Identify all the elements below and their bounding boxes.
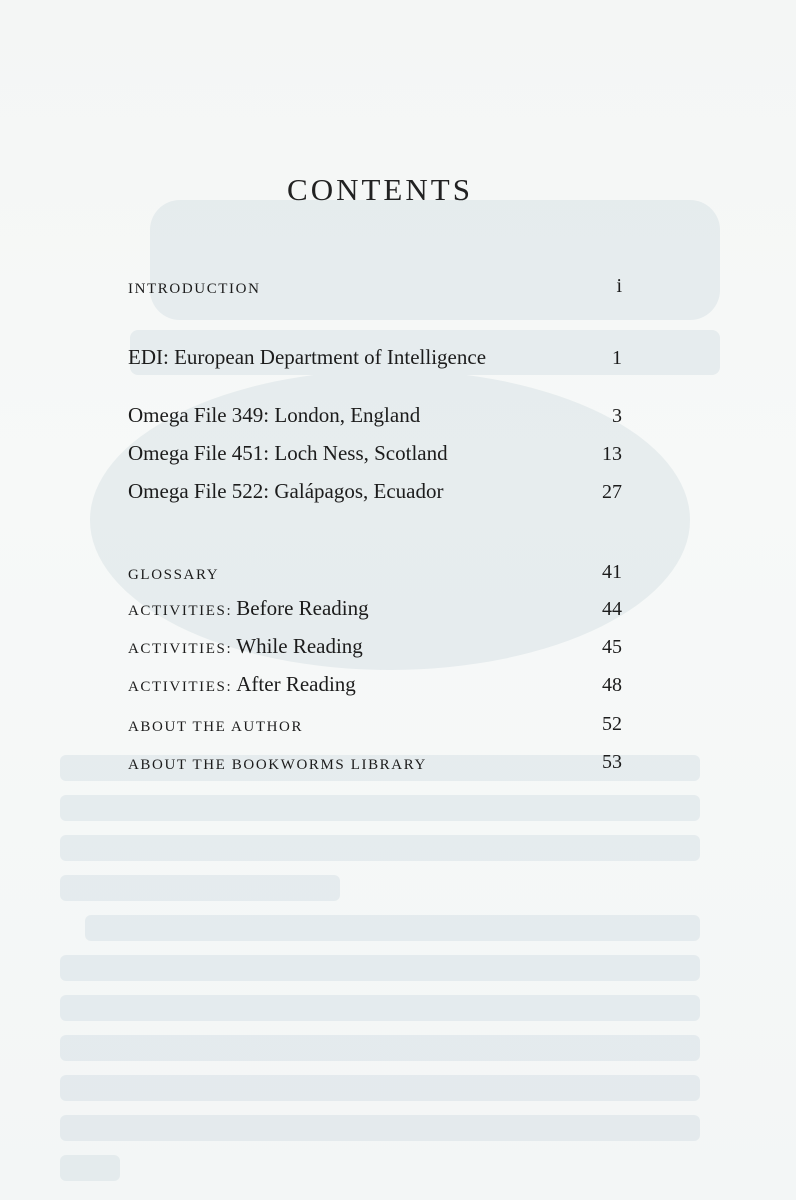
toc-entry-page: 3 xyxy=(612,405,622,427)
toc-entry-page: 52 xyxy=(602,713,622,735)
toc-entry-label: Omega File 451: Loch Ness, Scotland xyxy=(128,441,448,465)
toc-entry-page: i xyxy=(616,275,622,297)
toc-entry-page: 44 xyxy=(602,598,622,620)
toc-entry-label: Omega File 522: Galápagos, Ecuador xyxy=(128,479,444,503)
toc-entry-label: ABOUT THE AUTHOR xyxy=(128,719,304,735)
toc-entry-introduction xyxy=(128,268,622,298)
page-title: CONTENTS xyxy=(287,172,473,207)
toc-entry-glossary xyxy=(128,554,622,584)
toc-entry-label: EDI: European Department of Intelligence xyxy=(128,345,487,369)
toc-entry-page: 53 xyxy=(602,751,622,773)
toc-entry-about-author xyxy=(128,706,622,736)
toc-entry-omega-522 xyxy=(128,474,622,504)
toc-entry-omega-349 xyxy=(128,398,622,428)
toc-entry-page: 48 xyxy=(602,674,622,696)
toc-entry-prefix: ACTIVITIES: xyxy=(128,603,233,619)
toc-entry-page: 41 xyxy=(602,561,622,583)
toc-entry-title: While Reading xyxy=(236,634,363,658)
toc-entry-about-library xyxy=(128,744,622,774)
toc-entry-label xyxy=(128,634,363,659)
toc-entry-prefix: ACTIVITIES: xyxy=(128,641,233,657)
toc-entry-label: GLOSSARY xyxy=(128,567,220,583)
toc-entry-label: INTRODUCTION xyxy=(128,281,261,297)
toc-entry-label xyxy=(128,596,369,621)
toc-entry-prefix: ACTIVITIES: xyxy=(128,679,233,695)
toc-entry-page: 13 xyxy=(602,443,622,465)
toc-entry-activities-before xyxy=(128,591,622,621)
toc-entry-edi xyxy=(128,340,622,370)
toc-entry-page: 27 xyxy=(602,481,622,503)
toc-entry-activities-after xyxy=(128,667,622,697)
toc-entry-page: 45 xyxy=(602,636,622,658)
toc-entry-label: Omega File 349: London, England xyxy=(128,403,421,427)
toc-entry-activities-while xyxy=(128,629,622,659)
toc-entry-title: After Reading xyxy=(236,672,356,696)
toc-entry-omega-451 xyxy=(128,436,622,466)
toc-entry-title: Before Reading xyxy=(236,596,369,620)
toc-entry-page: 1 xyxy=(612,347,622,369)
toc-entry-label xyxy=(128,672,356,697)
toc-entry-label: ABOUT THE BOOKWORMS LIBRARY xyxy=(128,757,427,773)
